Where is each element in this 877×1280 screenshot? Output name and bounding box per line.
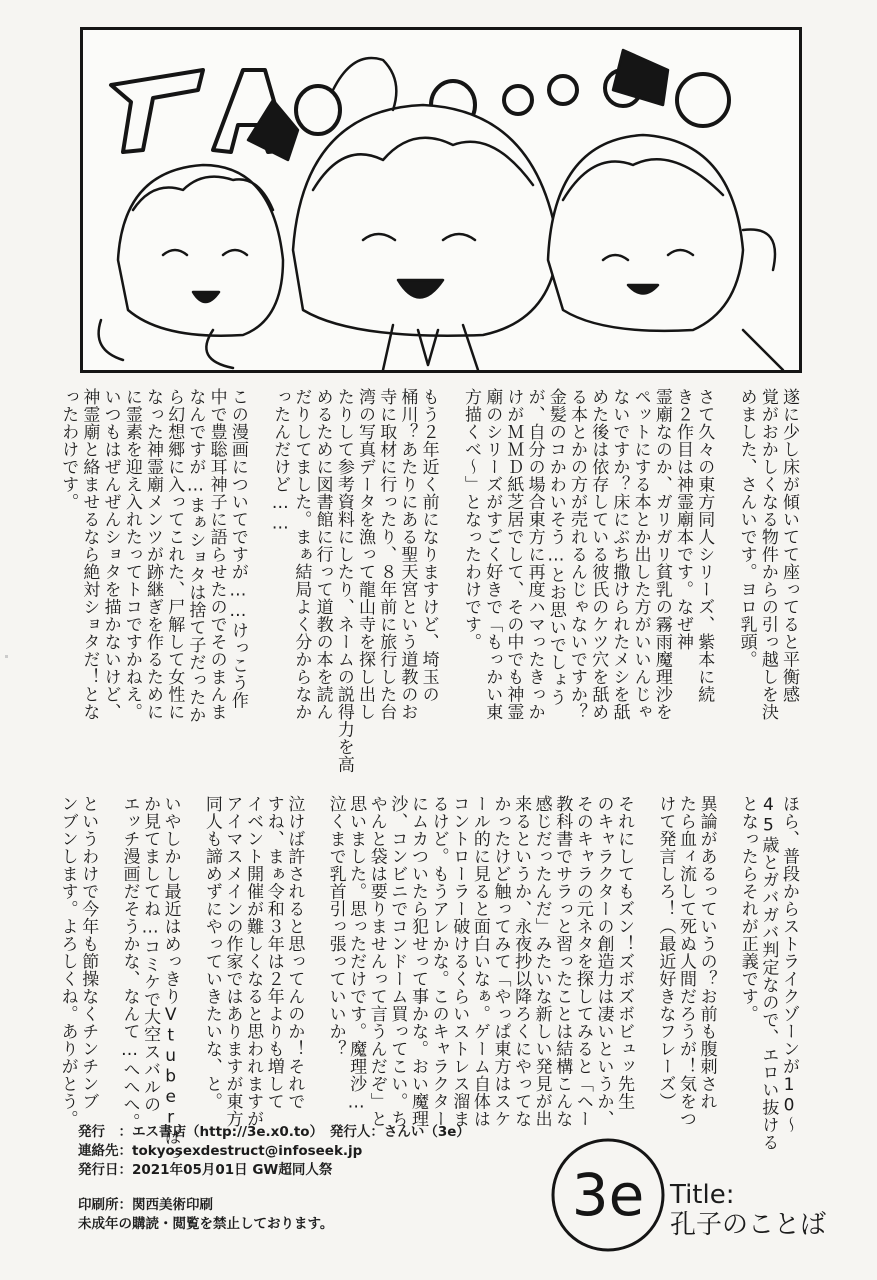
afterword-top-col-19: 寺に取材に行ったり、８年前に旅行した台 [376,388,397,721]
afterword-top-col-7: ペットにする本とか出した方がいいんじゃ [630,388,651,721]
afterword-top-col-0: 遂に少し床が傾いてて座ってると平衡感 [779,388,799,703]
afterword-bottom-col-15: ール的に見ると面白いなぁ。ゲーム自体は [469,795,490,1128]
publisher-label: 発行 [78,1124,105,1140]
afterword-bottom-col-35: ンブンします。よろしくね。ありがとう。 [57,795,78,1128]
afterword-bottom-col-22: 泣くまで乳首引っ張っていいか？ [325,795,346,1058]
afterword-top-col-18: 桶川？あたりにある聖天宮という道教のお [397,388,418,721]
afterword-top-col-27: 中で豊聡耳神子に語らせたのでそのまんま [206,388,227,721]
afterword-bottom-col-8: それにしてもズン！ズボズボビュッ先生 [614,795,635,1110]
afterword-top-col-13: けがＭＭＤ紙芝居でして、その中でも神霊 [503,388,524,721]
afterword-bottom-col-14: かったけど触ってみて「やっぱ東方はスケ [490,795,511,1128]
afterword-bottom-col-1: 45歳とガバガバ判定なので、エロい抜ける [758,795,779,1151]
afterword-bottom-col-32: エッチ漫画だそうかな、なんて…へへへ。 [119,795,140,1131]
afterword-bottom-col-26: イベント開催が難しくなると思われますが [243,795,264,1128]
chibi-characters-illustration [83,30,799,370]
printer-label: 印刷所 [78,1197,119,1213]
center-girl [293,58,558,370]
afterword-top-col-2: めました、さんいです。ヨロ乳頭。 [736,388,757,668]
afterword-bottom-col-2: となったらそれが正義です。 [737,795,758,1023]
printer-value: 関西美術印刷 [132,1197,213,1213]
title-label: Title: [670,1180,735,1210]
illustration-panel [80,27,802,373]
afterword-top-col-17: もう２年近く前になりますけど、埼玉の [418,388,439,703]
afterword-top-col-24: ったんだけど…… [270,388,291,534]
date-row: 発行日：2021年05月01日 GW超同人祭 [78,1162,333,1178]
afterword-top-col-15: 方描くべ〜」となったわけです。 [461,388,481,651]
afterword-top-col-26: この漫画についてですが……けっこう作 [227,388,248,709]
afterword-bottom-col-10: そのキャラの元ネタを探してみると「ヘー [572,795,593,1128]
afterword-bottom-col-6: けて発言しろ！（最近好きなフレーズ） [655,795,676,1110]
afterword-top-col-33: 神霊廟と絡ませるなら絶対ショタだ！とな [79,388,100,721]
circle-logo [546,1133,671,1258]
publisher-row: 発行 ：エス書店（http://3e.x0.to） 発行人：さんい（3e） [78,1124,470,1140]
issuer-value: さんい（3e） [383,1124,470,1140]
afterword-bottom-col-27: アイマスメインの作家ではありますが東方 [222,795,243,1128]
afterword-bottom-col-16: コントローラー破けるくらいストレス溜ま [449,795,470,1128]
afterword-bottom-col-0: ほら、普段からストライクゾーンが10〜 [779,795,799,1134]
afterword-top-col-1: 覚がおかしくなる物件からの引っ越しを決 [757,388,778,721]
afterword-top-col-11: 金髪のコかわいそう…とお思いでしょう [545,388,566,706]
afterword-bottom-col-4: 異論があるっていうの？お前も腹刺され [696,795,717,1110]
right-girl [548,50,783,370]
afterword-bottom-col-17: るけど。もうアレかな。このキャラクター [428,795,449,1128]
afterword-top-col-32: いつもはぜんぜんショタを描かないけど、 [100,388,121,721]
afterword-bottom-col-34: というわけで今年も節操なくチンチンブ [78,795,99,1110]
printer-row: 印刷所：関西美術印刷 [78,1197,213,1213]
afterword-bottom-col-12: 感じだったんだ」みたいな新しい発見が出 [531,795,552,1128]
afterword-top-col-28: なんですが…まぁショタは捨て子だったか [185,388,206,724]
logo-text: 3e [571,1161,645,1229]
afterword-bottom-col-18: にムカついたら犯せって事かな。おい魔理 [408,795,428,1128]
afterword-top-col-5: き２作目は神霊廟本です。なぜ神 [673,388,693,651]
title-value: 孔子のことば [670,1210,827,1240]
afterword-top-col-20: 湾の写真データを漁って龍山寺を探し出し [355,388,375,721]
afterword-bottom-col-19: 沙、コンビニでコンドーム買ってこい。ち [387,795,408,1128]
afterword-bottom-col-30: いやしかし最近はめっきりVtuberばっ [160,795,181,1163]
afterword-top-col-12: が、自分の場合東方に再度ハマったきっか [524,388,545,721]
afterword-top-col-10: る本とかの方が売れるんじゃないですか？ [567,388,587,721]
publisher-value: エス書店（http://3e.x0.to） [132,1124,317,1140]
left-girl [99,100,298,368]
afterword-bottom-col-21: 思いました。思っただけです。魔理沙… [346,795,367,1113]
age-notice: 未成年の購読・閲覧を禁止しております。 [78,1216,334,1232]
colophon [78,1123,548,1234]
afterword-bottom-col-5: たら血ィ流して死ぬ人間だろうが！気をつ [675,795,696,1128]
afterword-top-col-8: ないですか？床にぶち撒けられたメシを舐 [609,388,630,721]
afterword-top-col-4: さて久々の東方同人シリーズ、紫本に続 [694,388,715,703]
title-block [670,1180,840,1240]
afterword-bottom-col-25: すね、まぁ令和３年は２年よりも増して [263,795,284,1110]
contact-value: tokyosexdestruct@infoseek.jp [132,1143,363,1159]
afterword-top-col-34: ったわけです。 [58,388,79,511]
afterword-top-col-31: に霊素を迎え入れたってトコですかねえ。 [121,388,142,721]
afterword-top-col-6: 霊廟なのか、ガリガリ貧乳の霧雨魔理沙を [651,388,672,721]
afterword-top-col-30: なった神霊廟メンツが跡継ぎを作るために [143,388,163,721]
date-value: 2021年05月01日 GW超同人祭 [132,1162,333,1178]
date-label: 発行日 [78,1162,119,1178]
afterword-top-col-29: ら幻想郷に入ってこれた、尸解して女性に [164,388,185,721]
afterword-top-col-23: だりしてました。まぁ結局よく分からなか [291,388,312,721]
afterword-bottom-col-9: のキャラクターの創造力は凄いというか、 [593,795,614,1128]
afterword-bottom-col-24: 泣けば許されると思ってんのか！それで [284,795,305,1110]
afterword-top-col-14: 廟のシリーズがすごく好きで「もっかい東 [482,388,503,721]
afterword-bottom-col-20: やんと袋は要りませんって言うんだぞ」と [366,795,387,1128]
margin-mark [5,655,8,658]
contact-label: 連絡先 [78,1143,119,1159]
afterword-bottom-col-13: 来るというか、永夜抄以降ろくにやってな [511,795,532,1128]
afterword-bottom-col-11: 教科書でサラっと習ったことは結構こんな [552,795,573,1128]
afterword-top-col-9: めた後は依存している彼氏のケツ穴を舐め [588,388,609,721]
contact-row: 連絡先：tokyosexdestruct@infoseek.jp [78,1143,363,1159]
afterword-bottom-col-31: か見てましてね…コミケで大空スバルの [140,795,161,1113]
afterword-top-col-21: たりして参考資料にしたり、ネームの説得力を高 [333,388,354,773]
afterword-bottom-col-28: 同人も諦めずにやっていきたいな、と。 [201,795,222,1110]
issuer-label: 発行人 [329,1124,371,1140]
afterword-top-col-22: めるために図書館に行って道教の本を読ん [312,388,333,721]
